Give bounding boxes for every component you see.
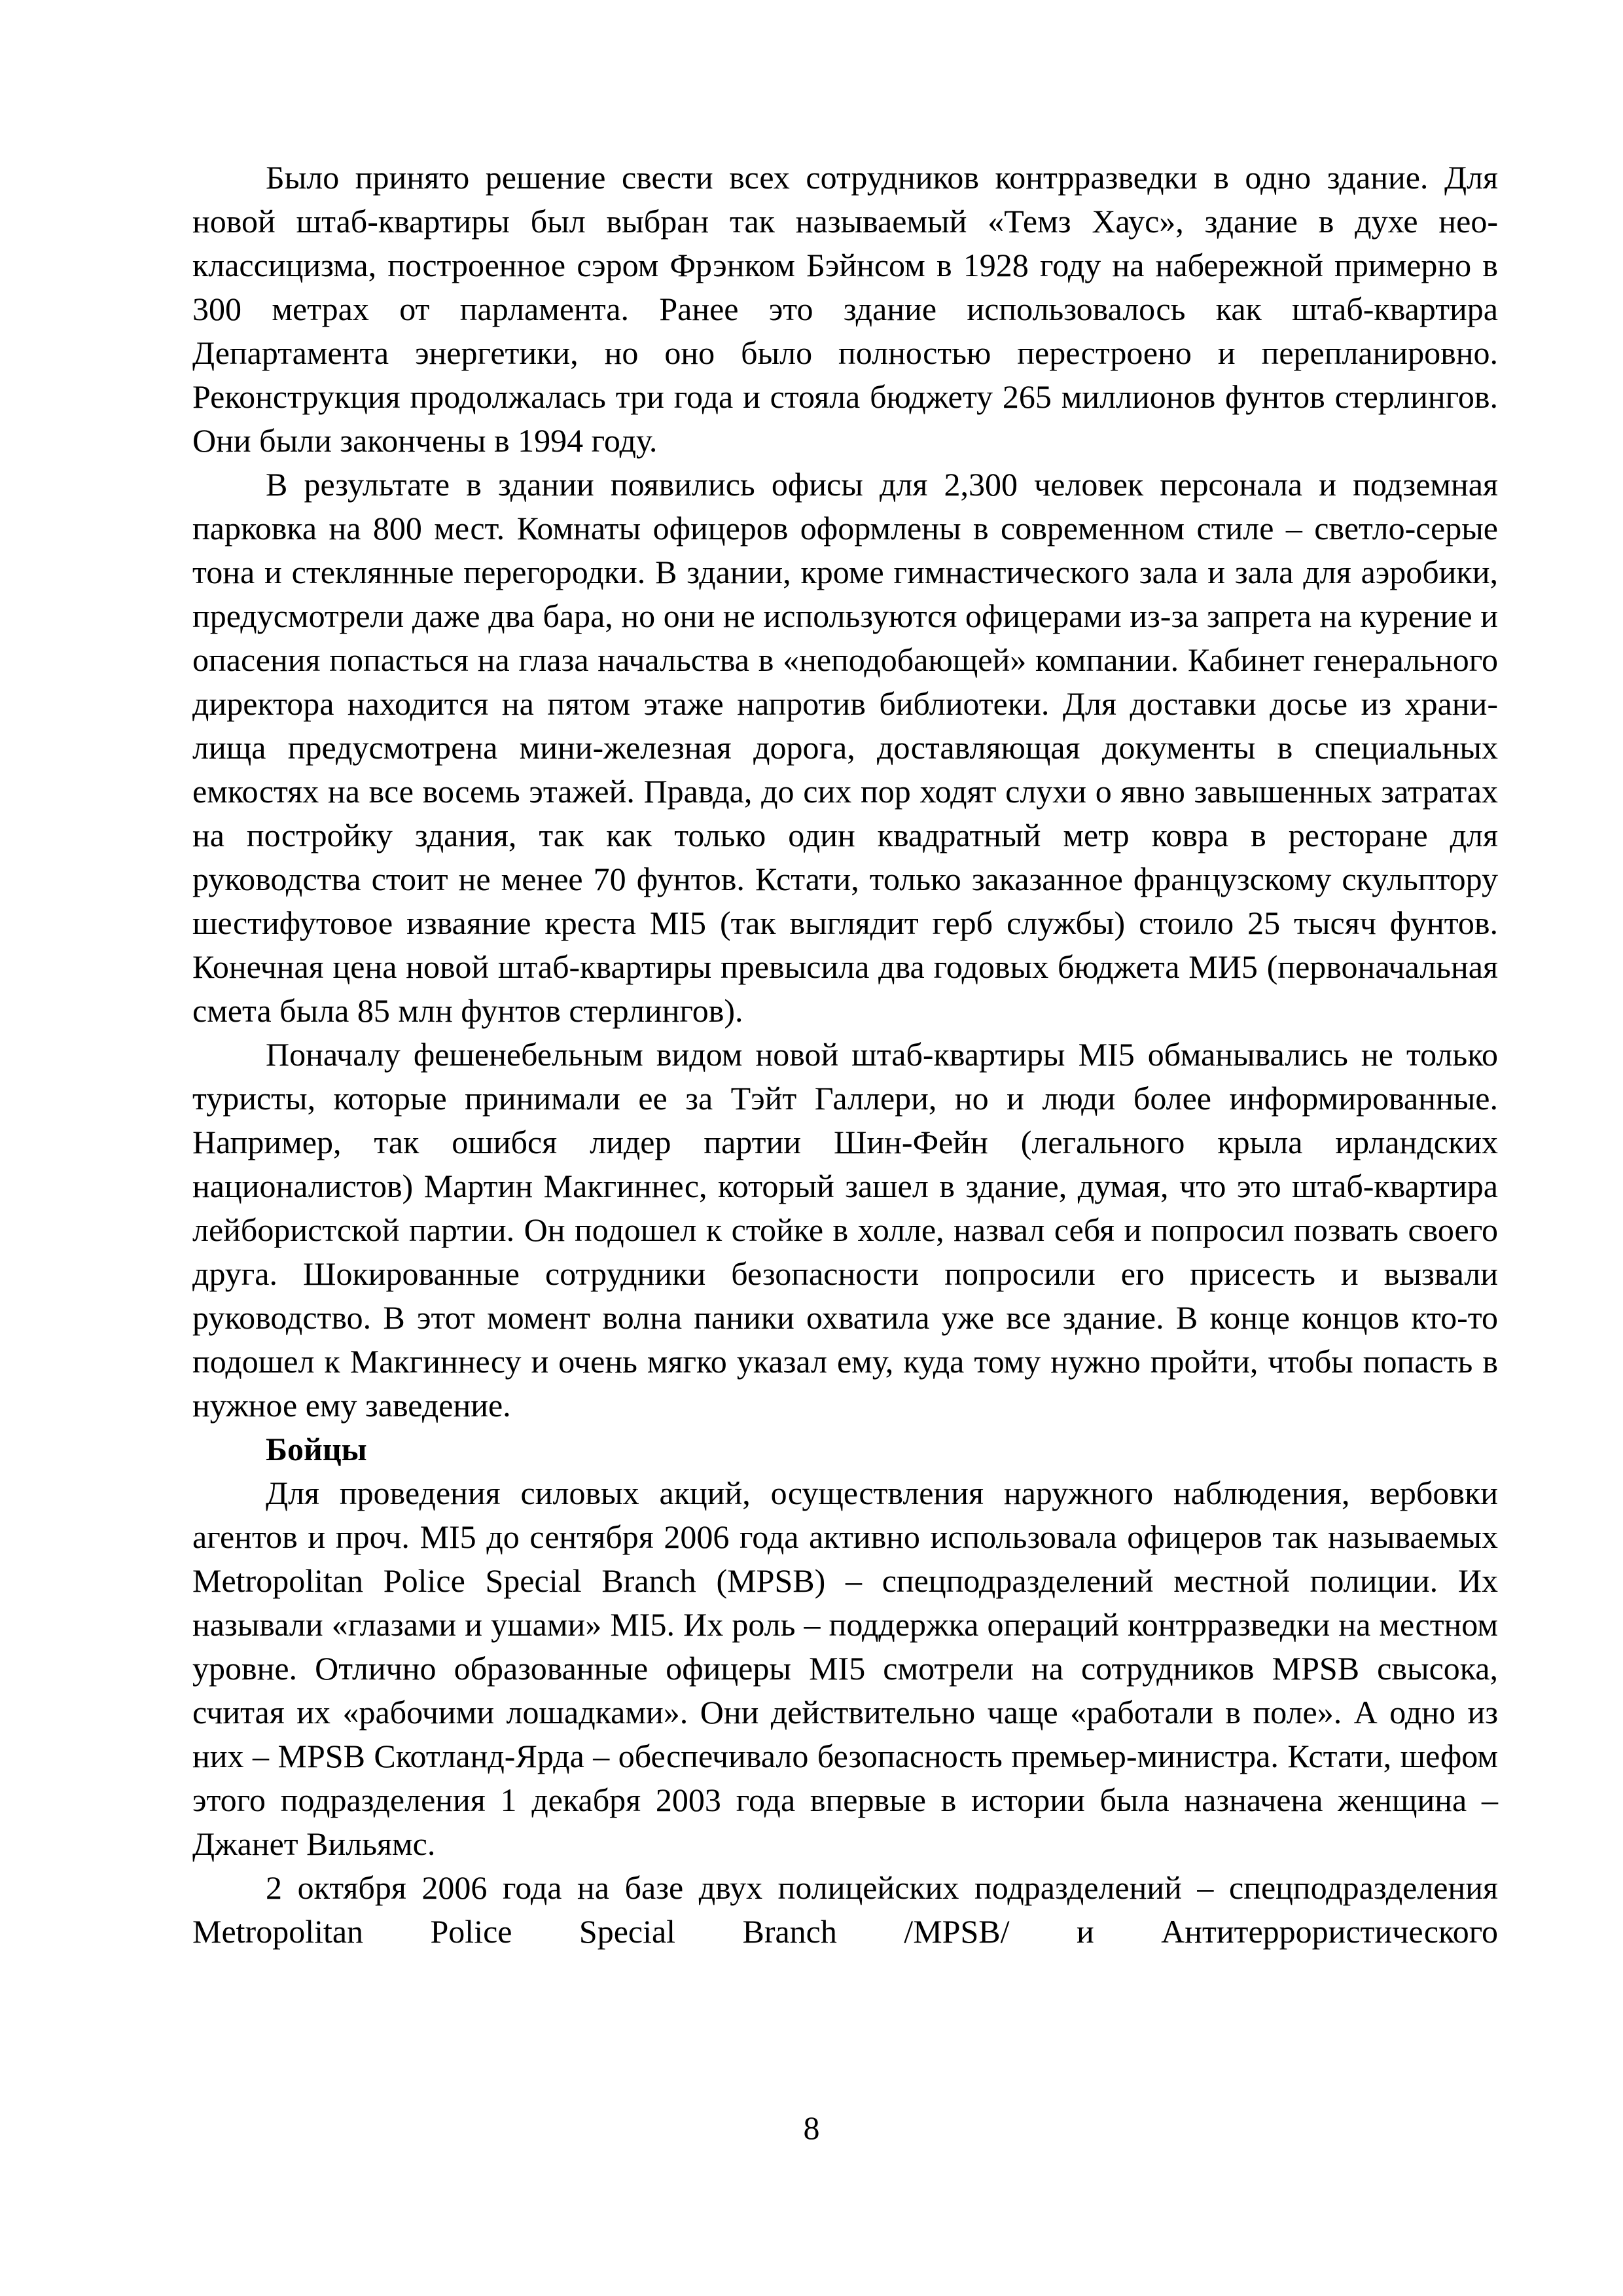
paragraph-mcguinness-visit: Поначалу фешенебельным видом новой штаб-квартиры MI5 обманывались не только туристы, которые принимали ее за Тэйт Галлери, но и люди более информированные. Например, так ошибся лидер партии Шин-Фейн (легального крыла ирландских националистов) Мартин Макгиннес, который зашел в здание, думая, что это штаб-квартира лейбористской партии. Он подошел к стойке в холле, назвал себя и попросил позвать своего друга. Шокированные сотрудники безопасности попросили его присесть и вызвали руководство. В этот момент волна паники охватила уже все здание. В конце концов кто-то подошел к Макгиннесу и очень мягко указал ему, куда тому нужно пройти, чтобы попасть в нужное ему заведение. <box>192 1036 1498 1424</box>
paragraph-mpsb: Для проведения силовых акций, осуществления наружного наблюдения, вербовки агентов и проч. MI5 до сентября 2006 года активно использовала офицеров так называемых Metropolitan Police Special Branch (MPSB) – спецподразделений местной полиции. Их называли «глазами и ушами» MI5. Их роль – поддержка операций контрразведки на местном уровне. Отлично образованные офицеры MI5 смотрели на сотрудников MPSB свысока, считая их «рабочими лошадками». Они действительно чаще «работали в поле». А одно из них – MPSB Скотланд-Ярда – обеспечивало безопасность премьер-министра. Кстати, шефом этого подразделения 1 декабря 2003 года впервые в истории была назначена женщина – Джанет Вильямс. <box>192 1475 1498 1862</box>
paragraph-building-interior: В результате в здании появились офисы для 2,300 человек персонала и подземная парковка на 800 мест. Комнаты офицеров оформлены в современном стиле – светло-серые тона и стеклянные перегородки. В здании, кроме гимнастического зала и зала для аэробики, предусмотрели даже два бара, но они не используются офицерами из-за запрета на курение и опасения попасться на глаза начальства в «неподобающей» компании. Кабинет генерального директора находится на пятом этаже напротив библиотеки. Для доставки досье из хранилища предусмотрена мини-железная дорога, доставляющая документы в специальных емкостях на все восемь этажей. Правда, до сих пор ходят слухи о явно завышенных затратах на постройку здания, так как только один квадратный метр ковра в ресторане для руководства стоит не менее 70 фунтов. Кстати, только заказанное французскому скульптору шестифутовое изваяние креста MI5 (так выглядит герб службы) стоило 25 тысяч фунтов. Конечная цена новой штаб-квартиры превысила два годовых бюджета МИ5 (первоначальная смета была 85 млн фунтов стерлингов). <box>192 466 1498 1029</box>
page-number: 8 <box>803 2109 820 2146</box>
paragraph-thames-house: Было принято решение свести всех сотрудников контрразведки в одно здание. Для новой штаб-квартиры был выбран так называемый «Темз Хаус», здание в духе нео-классицизма, построенное сэром Фрэнком Бэйнсом в 1928 году на набережной примерно в 300 метрах от парламента. Ранее это здание использовалось как штаб-квартира Департамента энергетики, но оно было полностью перестроено и перепланировно. Реконструкция продолжалась три года и стояла бюджету 265 миллионов фунтов стерлингов. Они были закончены в 1994 году. <box>192 159 1498 459</box>
section-heading: Бойцы <box>266 1431 367 1467</box>
paragraph-october-2006: 2 октября 2006 года на базе двух полицейских подразделений – спецподразделения Metropolitan Police Special Branch /MPSB/ и Антитеррористического <box>192 1869 1498 1950</box>
page-body <box>192 156 1498 1954</box>
